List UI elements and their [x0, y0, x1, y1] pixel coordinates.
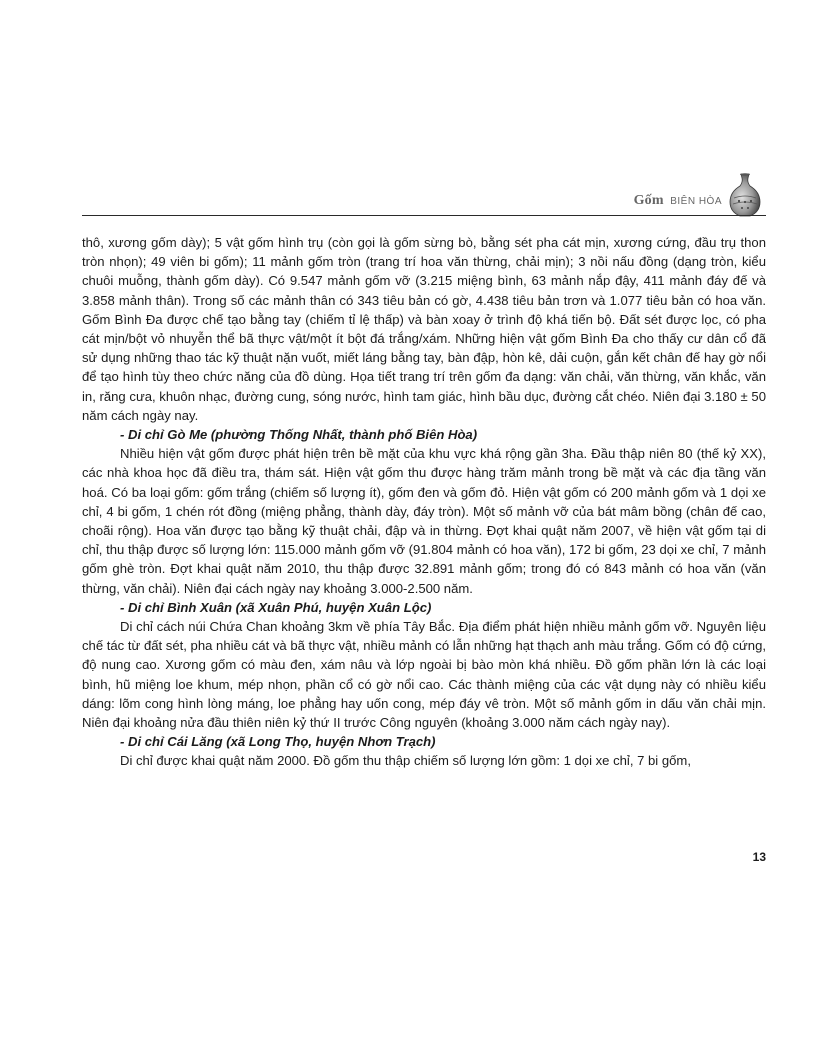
ceramic-vase-icon: [724, 172, 766, 218]
book-brand: [634, 191, 722, 209]
header-rule: [82, 215, 766, 216]
heading-cai-lang: - Di chỉ Cái Lăng (xã Long Thọ, huyện Nhơn Trạch): [120, 734, 436, 750]
brand-title: Gốm: [633, 193, 664, 208]
running-header: [82, 176, 766, 216]
paragraph-binh-xuan: Di chỉ cách núi Chứa Chan khoảng 3km về phía Tây Bắc. Địa điểm phát hiện nhiều mảnh gốm vỡ. Nguyên liệu chế tác từ đất sét, pha nhiều cát và bã thực vật, nhiều mảnh có lẫn những hạt thạch anh màu trắng. Gốm có độ cứng, độ nung cao. Xương gốm có màu đen, xám nâu và lớp ngoài bị bào mòn khá nhiều. Đồ gốm phần lớn là các loại bình, hũ miệng loe khum, mép nhọn, phần cổ có gờ nổi cao. Các thành miệng của các vật dụng này có nhiều kiểu dáng: lõm cong hình lòng máng, loe phẳng hay uốn cong, mép đáy vê tròn. Một số mảnh gốm in dấu văn chải mịn. Niên đại khoảng nửa đầu thiên niên kỷ thứ II trước Công nguyên (khoảng 3.000 năm cách ngày nay).: [82, 619, 766, 731]
page-number: 13: [752, 850, 766, 864]
body-text: [82, 233, 766, 771]
paragraph-binh-da-continued: thô, xương gốm dày); 5 vật gốm hình trụ (còn gọi là gốm sừng bò, bằng sét pha cát mịn, xương cứng, đầu trụ thon tròn nhọn); 49 viên bi gốm); 11 mảnh gốm tròn (trang trí hoa văn thừng, chải mịn); 3 nồi nấu đồng (dạng tròn, kiểu chuôi muỗng, thành gốm dày). Có 9.547 mảnh gốm vỡ (3.215 miệng bình, 63 mảnh nắp đậy, 411 mảnh đáy đế và 3.858 mảnh thân). Trong số các mảnh thân có 343 tiêu bản có gờ, 4.438 tiêu bản trơn và 1.077 tiêu bản có hoa văn. Gốm Bình Đa được chế tạo bằng tay (chiếm tỉ lệ thấp) và bàn xoay ở trình độ khá tiến bộ. Đất sét được lọc, có pha cát mịn/bột vỏ nhuyễn thể bã thực vật/một ít bột đá trắng/xám. Những hiện vật gốm Bình Đa cho thấy cư dân cổ đã sử dụng những thao tác kỹ thuật nặn vuốt, miết láng bằng tay, bàn đập, hòn kê, dải cuộn, gắn kết chân đế hay gờ nổi để tạo hình tùy theo chức năng của đồ dùng. Họa tiết trang trí trên gốm đa dạng: văn chải, văn thừng, văn khắc, văn in, răng cưa, khuôn nhạc, đường cung, sóng nước, hình tam giác, hình bầu dục, đường cắt chéo. Niên đại 3.180 ± 50 năm cách ngày nay.: [82, 235, 766, 423]
brand-subtitle: BIÊN HÒA: [670, 196, 722, 207]
paragraph-go-me: Nhiều hiện vật gốm được phát hiện trên bề mặt của khu vực khá rộng gần 3ha. Đầu thập niên 80 (thế kỷ XX), các nhà khoa học đã điều tra, thám sát. Hiện vật gốm thu được hàng trăm mảnh trong bề mặt và các địa tầng văn hoá. Có ba loại gốm: gốm trắng (chiếm số lượng ít), gốm đen và gốm đỏ. Hiện vật gốm có 200 mảnh gốm và 1 dọi xe chỉ, 4 bi gốm, 1 chén rót đồng (miệng phẳng, thành dày, đáy tròn). Một số mảnh vỡ của bát mâm bồng (chân đế cao, choãi rộng). Hoa văn được tạo bằng kỹ thuật chải, đập và in thừng. Đợt khai quật năm 2007, về hiện vật gốm tại di chỉ, thu thập được số lượng lớn: 115.000 mảnh gốm vỡ (91.804 mảnh có hoa văn), 172 bi gốm, 23 dọi xe chỉ, 7 mảnh gốm ghè tròn. Đợt khai quật năm 2010, thu thập được 32.891 mảnh gốm; trong đó có 843 mảnh có hoa văn (văn thừng, văn chải). Niên đại cách ngày nay khoảng 3.000-2.500 năm.: [82, 446, 766, 596]
paragraph-cai-lang: Di chỉ được khai quật năm 2000. Đồ gốm thu thập chiếm số lượng lớn gồm: 1 dọi xe chỉ, 7 bi gốm,: [120, 753, 691, 769]
heading-go-me: - Di chỉ Gò Me (phường Thống Nhất, thành phố Biên Hòa): [120, 427, 478, 443]
heading-binh-xuan: - Di chỉ Bình Xuân (xã Xuân Phú, huyện Xuân Lộc): [120, 599, 432, 615]
